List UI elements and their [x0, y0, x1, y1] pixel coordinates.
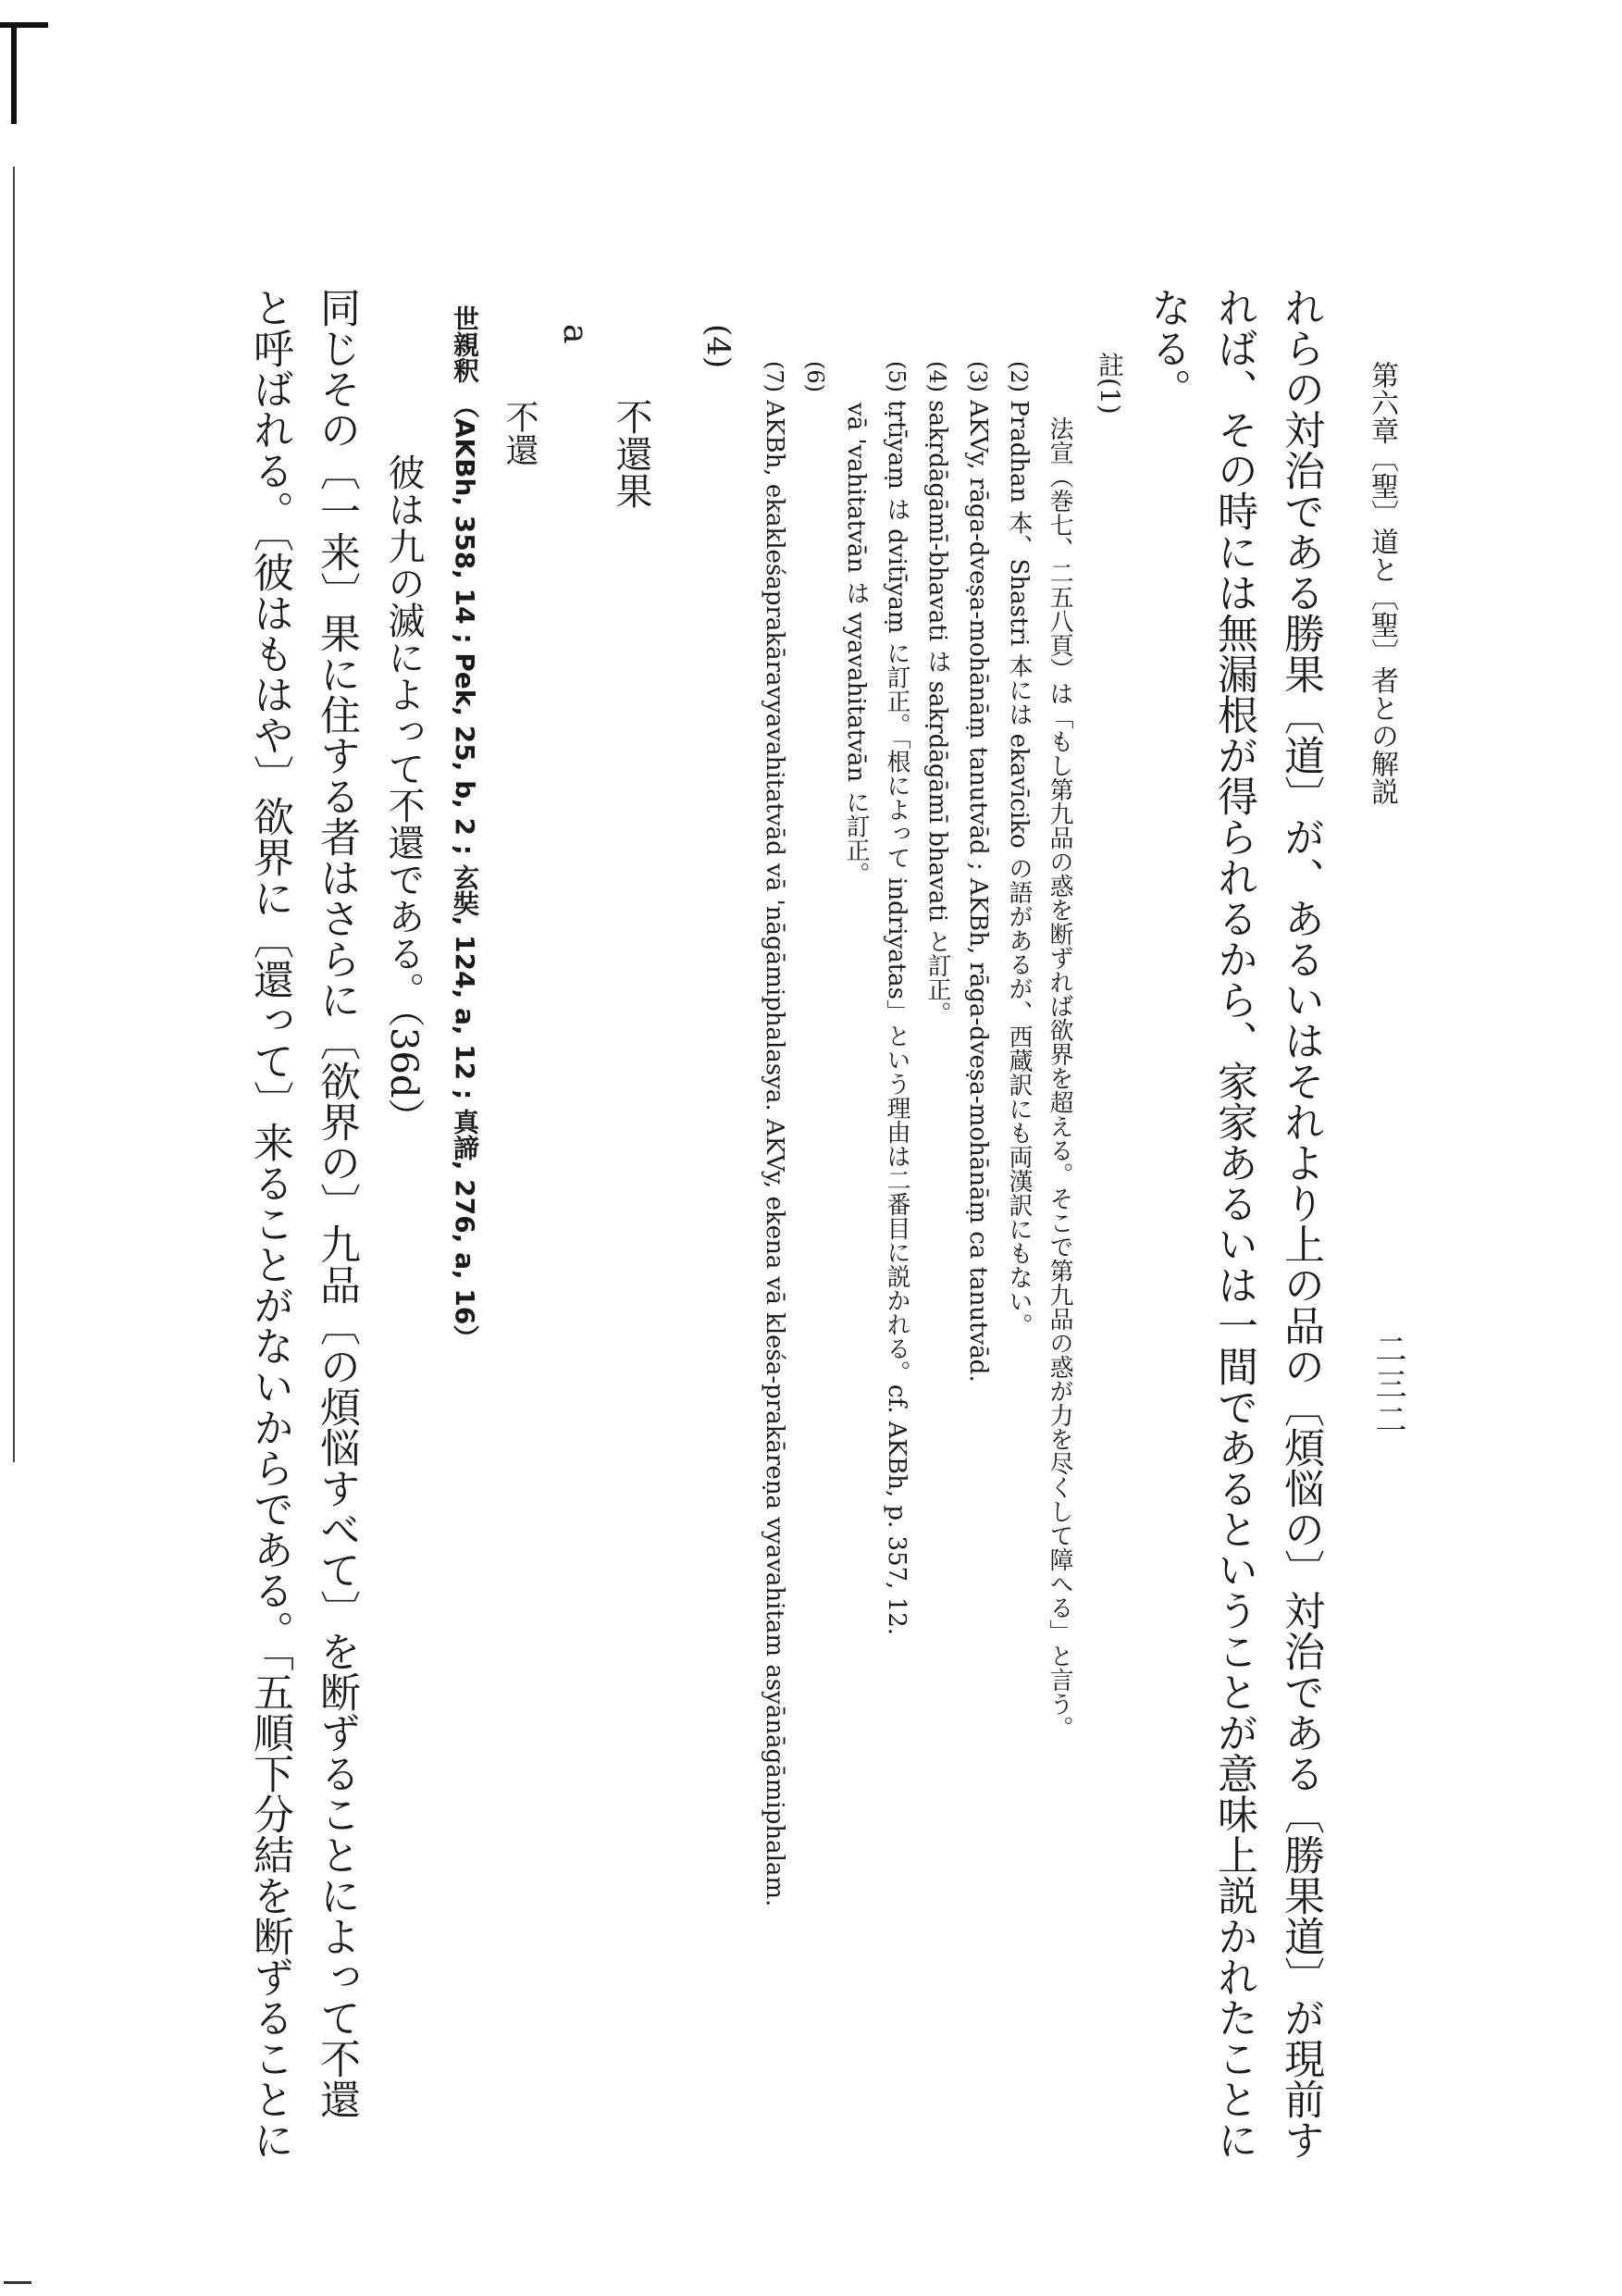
page-number: 二三二: [1369, 1333, 1406, 1438]
note-4-text: sakṛdāgāmī-bhavati は sakṛdāgāmī bhavati と訂正。: [923, 400, 951, 1026]
subsection-title: 不還: [501, 400, 539, 466]
scan-artifact: [4, 2281, 31, 2284]
note-6-number: (6): [802, 361, 828, 392]
section-title: 不還果: [610, 398, 652, 509]
vertical-text-block: [236, 56, 1407, 2258]
paragraph-column-2: と呼ばれる。〔彼はもはや〕欲界に〔還って〕来ることがないからである。「五順下分結を断ずることに: [246, 287, 293, 2160]
note-3-text: AKVy, rāga-dveṣa-mohānāṃ tanutvād ; AKBh, rāga-dveṣa-mohānāṃ ca tanutvād.: [964, 400, 992, 1383]
note-7-number: (7): [761, 361, 787, 392]
note-3: [958, 361, 998, 2258]
notes-heading-label: 註(1): [1095, 352, 1125, 415]
note-5-continued-text: vā 'vahitatvān は vyavahitatvān に訂正。: [842, 403, 870, 887]
body-column-3: なる。: [1144, 287, 1191, 409]
note-1-text: 法宣（巻七、二五八頁）は「もし第九品の惑を断ずれば欲界を超える。そこで第九品の惑が力を尽くして障へる」と言う。: [1046, 416, 1073, 1740]
note-2-text: Pradhan 本、Shastri 本には ekavīciko の語があるが、西蔵訳にも両漢訳にもない。: [1005, 400, 1033, 1337]
section-number-label: (4): [700, 324, 737, 369]
scan-mark-stem: [11, 22, 17, 124]
note-5-number: (5): [884, 361, 910, 392]
note-6: [795, 361, 836, 2258]
body-column-2: れば、その時には無漏根が得られるから、家家あるいは一間であるということが意味上説かれたことに: [1210, 287, 1257, 2160]
scan-mark-top: [0, 22, 48, 28]
section-number: [682, 324, 754, 2258]
body-column-1: れらの対治である勝果〔道〕が、あるいはそれより上の品の〔煩悩の〕対治である〔勝果道〕が現前す: [1277, 287, 1324, 2160]
note-4: [917, 361, 958, 2258]
subsection-mark: a: [556, 324, 594, 344]
note-2: [998, 361, 1039, 2258]
note-1: [1039, 416, 1080, 2258]
notes-heading: [1085, 352, 1133, 2258]
scan-edge-line: [13, 167, 15, 1462]
note-4-number: (4): [924, 361, 950, 392]
paragraph-column-1: 同じその〔一来〕果に住する者はさらに〔欲界の〕九品〔の煩悩すべて〕を断ずることによって不還: [313, 287, 360, 2119]
note-7: [754, 361, 795, 2258]
note-5-text: tṛtīyaṃ は dvitīyaṃ に訂正。「根によって indriyatas」という理由は二番目に説かれる。cf. AKBh, p. 357, 12.: [883, 400, 910, 1636]
source-citation: （AKBh, 358, 14 ; Pek, 25, b, 2 ; 玄奘, 124, a, 12 ; 真諦, 276, a, 16）: [450, 391, 480, 1351]
verse-line: 彼は九の滅によって不還である。（36d）: [382, 453, 425, 1136]
source-label: 世親釈: [450, 305, 480, 383]
source-reference: [438, 305, 491, 2258]
note-3-number: (3): [965, 361, 991, 392]
note-7-text: AKBh, ekakleśaprakāravyavahitatvād vā 'nāgāmiphalasya. AKVy, ekena vā kleśa-prakāreṇa vyavahitam asyānāgāmiphalam.: [761, 400, 788, 1907]
note-5: [876, 361, 917, 2258]
running-head: 第六章〔聖〕道と〔聖〕者との解説: [1366, 361, 1398, 805]
note-2-number: (2): [1006, 361, 1032, 392]
note-5-continued: [836, 403, 876, 2258]
